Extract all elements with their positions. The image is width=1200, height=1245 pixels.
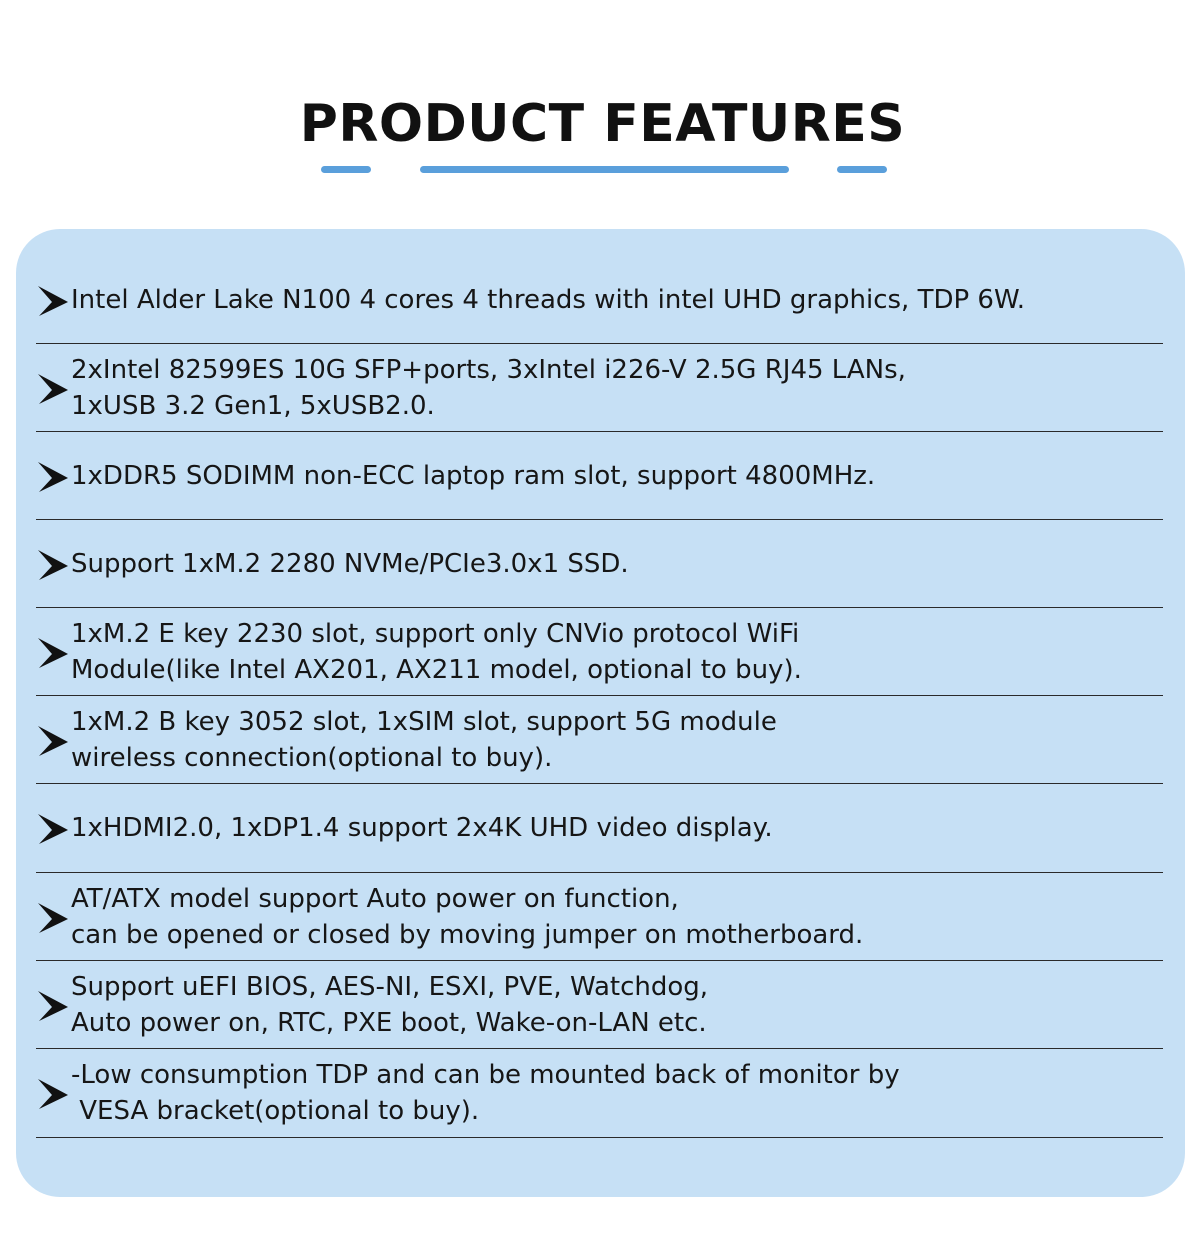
feature-text-line: Auto power on, RTC, PXE boot, Wake-on-LAN etc. [71,1007,707,1038]
feature-row [36,1049,1163,1138]
feature-row [36,696,1163,784]
feature-text-line: can be opened or closed by moving jumper on motherboard. [71,919,864,950]
feature-text [71,546,629,582]
feature-text [71,458,875,494]
feature-row [36,520,1163,608]
feature-text-line: 1xHDMI2.0, 1xDP1.4 support 2x4K UHD video display. [71,813,773,843]
feature-text [71,352,906,424]
feature-text-line: Intel Alder Lake N100 4 cores 4 threads with intel UHD graphics, TDP 6W. [71,284,1025,315]
feature-text [71,969,708,1041]
chevron-right-icon [36,371,70,405]
feature-row [36,608,1163,696]
feature-row [36,961,1163,1049]
feature-text-line: VESA bracket(optional to buy). [71,1096,480,1126]
feature-text-line: 1xUSB 3.2 Gen1, 5xUSB2.0. [71,390,435,421]
feature-text-line: AT/ATX model support Auto power on function, [71,883,679,914]
chevron-right-icon [36,1076,70,1110]
feature-text-line: -Low consumption TDP and can be mounted back of monitor by [71,1060,900,1090]
chevron-right-icon [36,811,70,845]
title-underline-right [837,166,887,173]
feature-text [71,881,863,953]
feature-row [36,873,1163,961]
feature-text-line: 1xDDR5 SODIMM non-ECC laptop ram slot, support 4800MHz. [71,460,876,491]
feature-row [36,256,1163,344]
feature-text [71,810,773,846]
feature-text-line: wireless connection(optional to buy). [71,742,553,773]
feature-text-line: Module(like Intel AX201, AX211 model, optional to buy). [71,654,802,685]
feature-text [71,616,802,688]
page-title: PRODUCT FEATURES [299,94,906,154]
chevron-right-icon [36,547,70,581]
feature-text-line: Support uEFI BIOS, AES-NI, ESXI, PVE, Watchdog, [71,971,709,1002]
chevron-right-icon [36,723,70,757]
chevron-right-icon [36,900,70,934]
chevron-right-icon [36,988,70,1022]
chevron-right-icon [36,459,70,493]
feature-text-line: 2xIntel 82599ES 10G SFP+ports, 3xIntel i226-V 2.5G RJ45 LANs, [71,354,906,385]
title-underline-center [420,166,789,173]
feature-row [36,784,1163,873]
feature-text [71,1057,900,1129]
feature-text [71,282,1025,318]
feature-text [71,704,777,776]
title-underline-left [321,166,371,173]
chevron-right-icon [36,635,70,669]
feature-row [36,344,1163,432]
feature-text-line: Support 1xM.2 2280 NVMe/PCIe3.0x1 SSD. [71,548,629,579]
feature-text-line: 1xM.2 B key 3052 slot, 1xSIM slot, support 5G module [71,706,777,737]
feature-row [36,432,1163,520]
chevron-right-icon [36,283,70,317]
feature-text-line: 1xM.2 E key 2230 slot, support only CNVio protocol WiFi [71,618,800,649]
